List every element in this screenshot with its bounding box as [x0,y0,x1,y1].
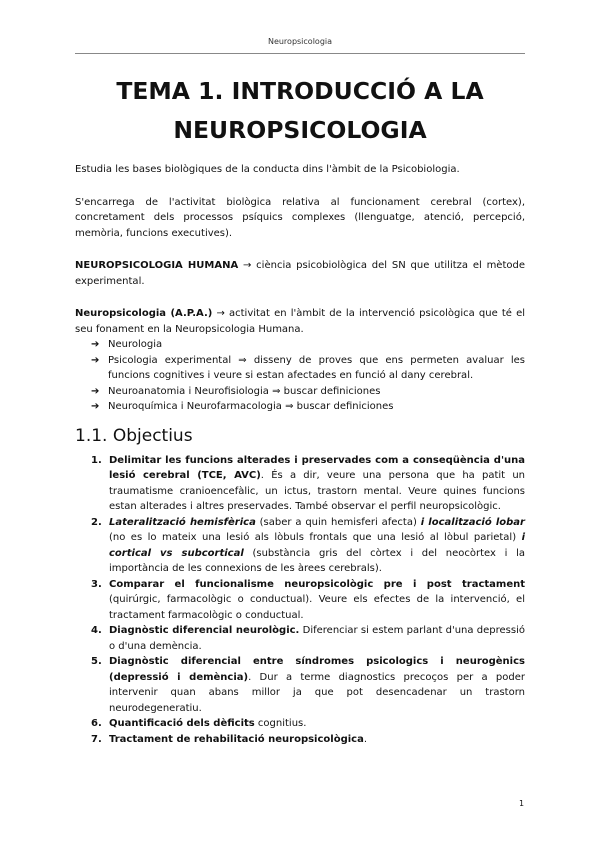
list-item: 1. Delimitar les funcions alterades i preservades com a conseqüència d'una lesió cerebral (TCE, AVC). És a dir, veure una persona que ha patit un traumatisme cranioencefàlic, un ictus, trastorn mental. Veure quines funcions estan alterades i altres preservades. També observar el perfil neuropsicològic. [91,454,525,512]
list-item: ➔ Neuroanatomia i Neurofisiologia ⇒ buscar definiciones [91,384,525,400]
intro-paragraph-1: Estudia les bases biològiques de la conducta dins l'àmbit de la Psicobiologia. [75,164,460,175]
arrow-bullet-icon: ➔ [91,354,100,366]
list-item: 6. Quantificació dels dèficits cognitius. [91,718,307,729]
term-neuropsicologia-humana: NEUROPSICOLOGIA HUMANA [75,260,239,271]
list-item: 5. Diagnòstic diferencial entre síndromes psicologics i neurogènics (depressió i demència). Dur a terme diagnostics precoços per a poder intervenir quan abans millor ja que pot desencadenar un trastorn neurodegeneratiu. [91,656,525,714]
list-item: ➔ Neurologia [91,337,525,353]
document-body [75,162,525,747]
page-title-line-1: TEMA 1. INTRODUCCIÓ A LA [116,77,484,105]
arrow-bullet-icon: ➔ [91,385,100,397]
page-title [75,72,525,150]
definition-neuropsicologia-apa: → activitat en l'àmbit de la intervenció psicològica que té el seu fonament en la Neuropsicologia Humana. [75,308,525,335]
header-divider [75,53,525,54]
arrow-bullet-icon: ➔ [91,339,100,350]
intro-paragraph-3 [75,258,525,289]
intro-paragraph-4 [75,306,525,337]
related-disciplines-list [75,337,525,415]
arrow-bullet-icon: ➔ [91,401,100,412]
intro-paragraph-2: S'encarrega de l'activitat biològica relativa al funcionament cerebral (cortex), concretament dels processos psíquics complexes (llenguatge, atenció, percepció, memòria, funcions executives). [75,196,525,239]
term-neuropsicologia-apa: Neuropsicologia (A.P.A.) [75,308,213,319]
list-item: 3. Comparar el funcionalisme neuropsicològic pre i post tractament (quirúrgic, farmacològic o conductual). Veure els efectes de la intervenció, el tractament farmacològic o conductual. [91,578,525,621]
page-number: 1 [519,799,525,808]
page-title-line-2: NEUROPSICOLOGIA [173,116,427,144]
running-header: Neuropsicologia [267,37,333,46]
list-item: 2. Lateralització hemisfèrica (saber a quin hemisferi afecta) i localització lobar (no es lo mateix una lesió als lòbuls frontals que una lesió al lòbul parietal) i cortical vs subcortical (substància gris del còrtex i del neocòrtex i la importància de les connexions de les àrees cerebrals). [91,516,525,574]
list-item: ➔ Psicologia experimental ⇒ disseny de proves que ens permeten avaluar les funcions cognitives i veure si estan afectades en funció al dany cerebral. [91,354,525,381]
list-item: ➔ Neuroquímica i Neurofarmacologia ⇒ buscar definiciones [91,399,525,415]
list-item: 4. Diagnòstic diferencial neurològic. Diferenciar si estem parlant d'una depressió o d'una demència. [91,625,525,652]
definition-neuropsicologia-humana: → ciència psicobiològica del SN que utilitza el mètode experimental. [75,260,526,287]
objectives-list [75,453,525,748]
list-item: 7. Tractament de rehabilitació neuropsicològica. [91,733,368,745]
section-heading-objectius: 1.1. Objectius [75,425,193,446]
